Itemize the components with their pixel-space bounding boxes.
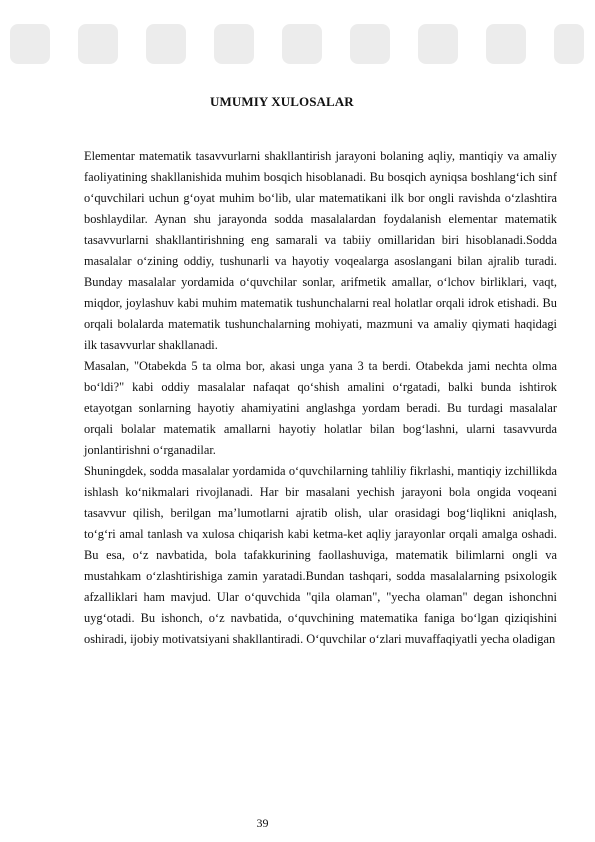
paragraph-1: Elementar matematik tasavvurlarni shakllantirish jarayoni bolaning aqliy, mantiqiy va amaliy faoliyatining shakllanishida muhim bosqich hisoblanadi. Bu bosqich ayniqsa boshlang‘ich sinf o‘quvchilari uchun g‘oyat muhim bo‘lib, ular matematikani ilk bor ongli ravishda o‘zlashtira boshlaydilar. Aynan shu jarayonda sodda masalalardan foydalanish elementar matematik tasavvurlarni shakllantirishning eng samarali va tabiiy omillaridan biri hisoblanadi.Sodda masalalar o‘zining oddiy, tushunarli va hayotiy voqealarga asoslangani bilan ajralib turadi. Bunday masalalar yordamida o‘quvchilar sonlar, arifmetik amallar, o‘lchov birliklari, vaqt, miqdor, joylashuv kabi muhim matematik tushunchalarni real holatlar orqali idrok etishadi. Bu orqali bolalarda matematik tushunchalarning mohiyati, mazmuni va amaliy qiymati haqidagi ilk tasavvurlar shakllanadi. [84, 149, 557, 352]
watermark-logo [0, 14, 595, 74]
paragraph-2: Masalan, "Otabekda 5 ta olma bor, akasi unga yana 3 ta berdi. Otabekda jami nechta olma bo‘ldi?" kabi oddiy masalalar nafaqat qo‘shish amalini o‘rgatadi, balki bunda ishtirok etayotgan sonlarning hayotiy ahamiyatini anglashga yordam beradi. Bu turdagi masalalar orqali bolalar matematik amallarni hayotiy holatlar bilan bog‘lashni, ularni tasavvurda jonlantirishni o‘rganadilar. [84, 359, 557, 457]
section-heading: UMUMIY XULOSALAR [210, 94, 354, 109]
page-number: 39 [256, 816, 269, 830]
body-text [84, 146, 557, 650]
paragraph-3: Shuningdek, sodda masalalar yordamida o‘quvchilarning tahliliy fikrlashi, mantiqiy izchillikda ishlash ko‘nikmalari rivojlanadi. Har bir masalani yechish jarayoni bola ongida voqeani tasavvur qilish, berilgan ma’lumotlarni ajratib olish, ular orasidagi bog‘liqlikni aniqlash, to‘g‘ri amal tanlash va xulosa chiqarish kabi ketma-ket aqliy jarayonlar orqali amalga oshadi. Bu esa, o‘z navbatida, bola tafakkurining faollashuviga, matematik bilimlarni ongli va mustahkam o‘zlashtirishiga zamin yaratadi.Bundan tashqari, sodda masalalarning psixologik afzalliklari ham mavjud. Ular o‘quvchida "qila olaman", "yecha olaman" degan ishonchni uyg‘otadi. Bu ishonch, o‘z navbatida, o‘quvchining matematika faniga bo‘lgan qiziqishini oshiradi, ijobiy motivatsiyani shakllantiradi. O‘quvchilar o‘zlari muvaffaqiyatli yecha oladigan [84, 464, 557, 646]
